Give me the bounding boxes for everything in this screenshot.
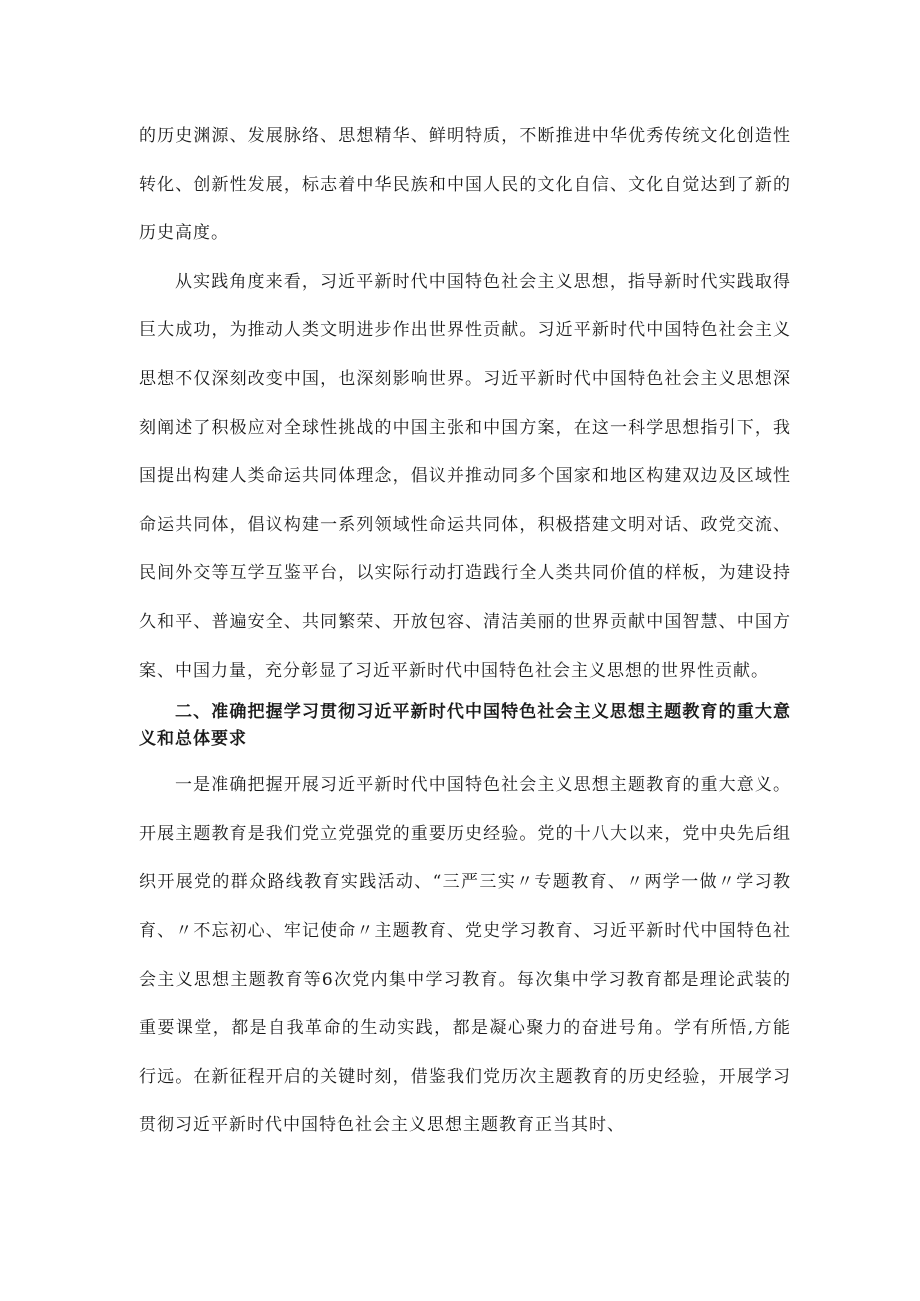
paragraph-practice-perspective: 从实践角度来看，习近平新时代中国特色社会主义思想，指导新时代实践取得巨大成功，为推动人类文明进步作出世界性贡献。习近平新时代中国特色社会主义思想不仅深刻改变中国，也深刻影响世界。习近平新时代中国特色社会主义思想深刻阐述了积极应对全球性挑战的中国主张和中国方案，在这一科学思想指引下，我国提出构建人类命运共同体理念，倡议并推动同多个国家和地区构建双边及区域性命运共同体，倡议构建一系列领域性命运共同体，积极搭建文明对话、政党交流、民间外交等互学互鉴平台，以实际行动打造践行全人类共同价值的样板，为建设持久和平、普遍安全、共同繁荣、开放包容、清洁美丽的世界贡献中国智慧、中国方案、中国力量，充分彰显了习近平新时代中国特色社会主义思想的世界性贡献。 <box>139 271 791 681</box>
paragraph-cultural-confidence: 的历史渊源、发展脉络、思想精华、鲜明特质，不断推进中华优秀传统文化创造性转化、创新性发展，标志着中华民族和中国人民的文化自信、文化自觉达到了新的历史高度。 <box>139 126 791 244</box>
document-body <box>139 112 791 1150</box>
section-heading: 二、准确把握学习贯彻习近平新时代中国特色社会主义思想主题教育的重大意义和总体要求 <box>139 702 791 750</box>
paragraph-significance: 一是准确把握开展习近平新时代中国特色社会主义思想主题教育的重大意义。开展主题教育是我们党立党强党的重要历史经验。党的十八大以来，党中央先后组织开展党的群众路线教育实践活动、“三严三实〃专题教育、〃两学一做〃学习教育、〃不忘初心、牢记使命〃主题教育、党史学习教育、习近平新时代中国特色社会主义思想主题教育等6次党内集中学习教育。每次集中学习教育都是理论武装的重要课堂，都是自我革命的生动实践，都是凝心聚力的奋进号角。学有所悟,方能行远。在新征程开启的关键时刻，借鉴我们党历次主题教育的历史经验，开展学习贯彻习近平新时代中国特色社会主义思想主题教育正当其时、 <box>139 775 791 1136</box>
